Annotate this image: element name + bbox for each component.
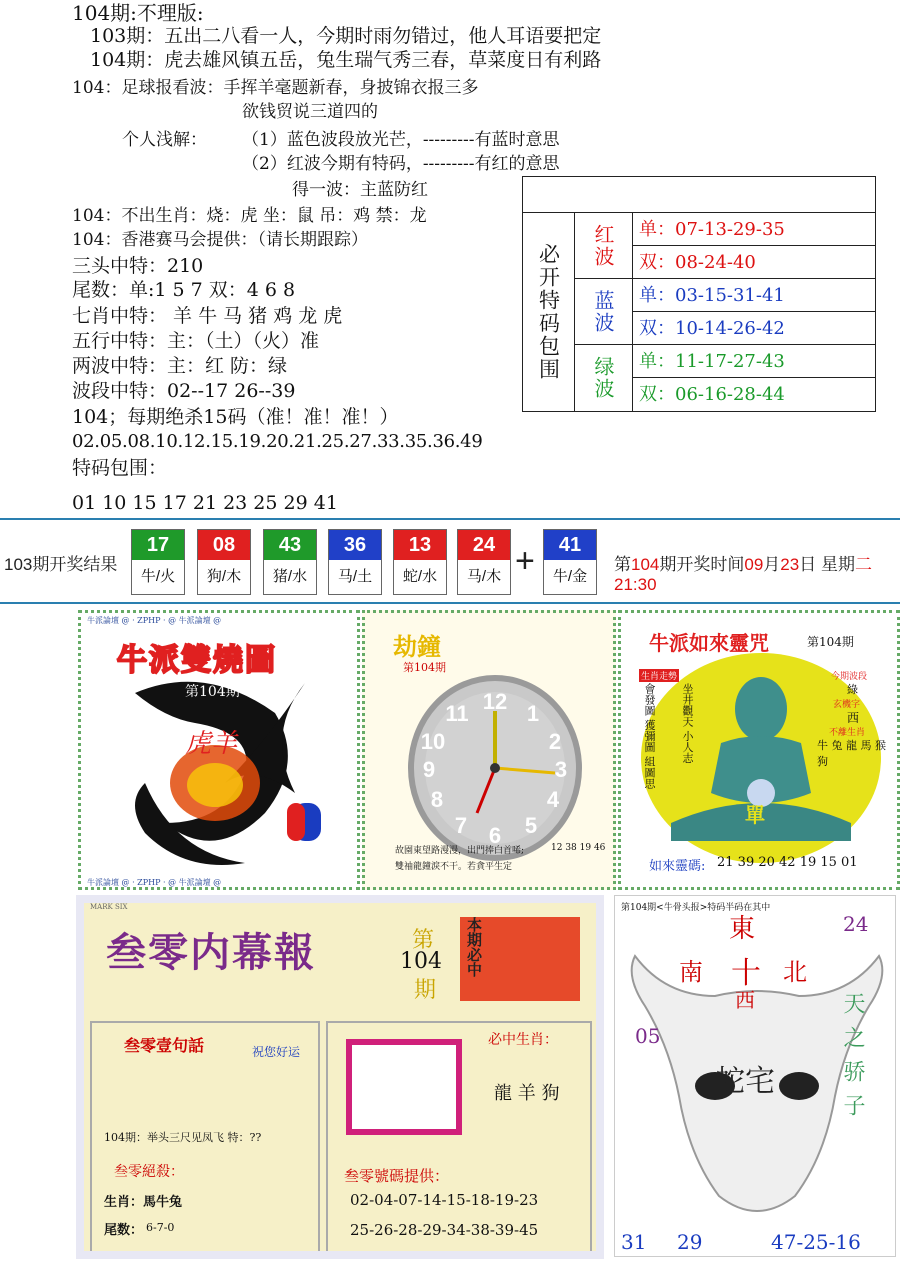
blue-wave-group bbox=[575, 279, 875, 345]
draw-result-bar bbox=[0, 518, 900, 604]
ball-number: 24 bbox=[458, 530, 510, 560]
green-wave-label: 绿波 bbox=[591, 356, 615, 400]
left-head: 生肖走勢 bbox=[639, 669, 679, 682]
svg-text:6: 6 bbox=[488, 823, 502, 848]
interp-2: （2）红波今期有特码，---------有红的意思 bbox=[242, 154, 560, 174]
seven-zodiac: 七肖中特： 羊 牛 马 猪 鸡 龙 虎 bbox=[72, 305, 343, 327]
tail-label: 尾数： bbox=[104, 1223, 144, 1238]
clock-line-1: 故園東望路漫漫，出門捧白首唏; bbox=[395, 846, 525, 856]
ball-zodiac: 蛇/水 bbox=[402, 568, 438, 585]
group-name bbox=[575, 279, 633, 345]
svg-text:7: 7 bbox=[454, 813, 468, 838]
blue-wave-label: 蓝波 bbox=[591, 290, 615, 334]
draw-day-unit: 日 星期 bbox=[799, 555, 855, 574]
right-zodiac: 牛 兔 龍 馬 猴 狗 bbox=[817, 739, 886, 768]
plus-sign: + bbox=[515, 542, 535, 580]
clock-face bbox=[405, 663, 585, 863]
red-wave-label: 红波 bbox=[591, 224, 615, 268]
draw-weekday: 二 bbox=[854, 555, 872, 574]
result-ball-6 bbox=[457, 529, 511, 595]
fire-panel bbox=[78, 610, 360, 890]
group-name bbox=[575, 213, 633, 279]
must-label: 本期必中 bbox=[465, 917, 483, 977]
dir-dong: 東 bbox=[729, 914, 756, 944]
issue-di: 第 bbox=[412, 928, 435, 953]
ball-number: 08 bbox=[198, 530, 250, 560]
side-chars: 天之骄子 bbox=[840, 992, 865, 1128]
clock-period: 第104期 bbox=[403, 661, 446, 674]
three-head: 三头中特：210 bbox=[72, 255, 204, 277]
paper-panel bbox=[76, 895, 604, 1259]
fire-chars: 虎羊 bbox=[185, 729, 238, 759]
green-single-row: 单：11-17-27-43 bbox=[633, 345, 875, 378]
right-char: 西 bbox=[847, 711, 860, 725]
svg-text:12: 12 bbox=[482, 689, 508, 714]
football-tip: 104：足球报看波：手挥羊毫题新春，身披锦衣报三多 bbox=[72, 78, 479, 98]
result-ball-1 bbox=[131, 529, 185, 595]
blue-double-row: 双：10-14-26-42 bbox=[639, 318, 785, 339]
clock-panel bbox=[362, 610, 616, 890]
ball-zodiac: 马/土 bbox=[337, 568, 373, 585]
side-label-text: 必开特码包围 bbox=[536, 243, 561, 381]
skull-panel bbox=[614, 895, 896, 1257]
watermark-bottom: 牛派論壇 @ · ZPHP · @ 牛派論壇 @ bbox=[87, 878, 222, 887]
fire-swirl-graphic bbox=[105, 673, 335, 873]
ball-zodiac: 牛/金 bbox=[552, 568, 588, 585]
svg-text:10: 10 bbox=[420, 729, 446, 754]
buddha-panel bbox=[618, 610, 900, 890]
svg-text:11: 11 bbox=[445, 701, 469, 726]
right-head-2: 玄機字 bbox=[833, 700, 861, 710]
svg-text:2: 2 bbox=[548, 729, 562, 754]
skull-caption: 第104期<牛骨头报>特码半码在其中 bbox=[621, 903, 771, 913]
poem-104: 104期：虎去雄风镇五岳，兔生瑞气秀三春，草菜度日有利路 bbox=[90, 49, 602, 71]
ball-zodiac: 马/木 bbox=[466, 568, 502, 585]
special-ball bbox=[543, 529, 597, 595]
five-elements: 五行中特：主：（土）（火）准 bbox=[72, 330, 320, 352]
dir-cross: 十 bbox=[731, 956, 761, 991]
poem-103: 103期：五出二八看一人，今期时雨勿错过，他人耳语要把定 bbox=[90, 25, 602, 47]
num-24: 24 bbox=[843, 912, 869, 936]
clock-nums: 12 38 19 46 bbox=[551, 843, 606, 853]
fire-title: 牛派雙燒圖 bbox=[117, 643, 277, 678]
green-double-row: 双：06-16-28-44 bbox=[639, 384, 785, 405]
left-cols: 會發圖 獲彌圖 組圖思 bbox=[643, 683, 656, 789]
bottom-31: 31 bbox=[621, 1230, 647, 1254]
interp-1: （1）蓝色波段放光芒，---------有蓝时意思 bbox=[242, 130, 560, 150]
dir-xi: 西 bbox=[735, 988, 755, 1012]
not-zodiac: 104：不出生肖：烧：虎 坐：鼠 吊：鸡 禁：龙 bbox=[72, 206, 427, 226]
two-waves: 两波中特：主：红 防：绿 bbox=[72, 355, 288, 377]
football-tip-2: 欲钱贸说三道四的 bbox=[242, 102, 378, 122]
red-double-row: 双：08-24-40 bbox=[639, 252, 756, 273]
ball-zodiac: 猪/水 bbox=[272, 568, 308, 585]
buddha-period: 第104期 bbox=[807, 635, 854, 649]
paper-banner-top: MARK SIX bbox=[90, 903, 128, 911]
svg-text:1: 1 bbox=[526, 701, 540, 726]
code-label: 如來靈碼: bbox=[649, 859, 706, 874]
issue-qi: 期 bbox=[414, 978, 437, 1003]
result-ball-3 bbox=[263, 529, 317, 595]
right-head: 今期波段 bbox=[831, 672, 868, 682]
clock-line-2: 雙袖龍鐘淚不干。若貪平生定 bbox=[395, 862, 513, 872]
draw-period: 104 bbox=[631, 555, 660, 574]
red-wave-group bbox=[575, 213, 875, 279]
result-ball-5 bbox=[393, 529, 447, 595]
red-single-row: 单：07-13-29-35 bbox=[633, 213, 875, 246]
dir-nan: 南 bbox=[679, 958, 703, 986]
right-wave: 綠 bbox=[847, 683, 858, 696]
blue-single-row: 单：03-15-31-41 bbox=[633, 279, 875, 312]
draw-day: 23 bbox=[780, 555, 800, 574]
draw-prefix: 第 bbox=[614, 555, 631, 574]
draw-time: 21:30 bbox=[614, 575, 657, 594]
personal-label: 个人浅解： bbox=[122, 130, 207, 150]
wave-range: 波段中特：02--17 26--39 bbox=[72, 380, 296, 402]
special-code-table bbox=[522, 176, 876, 412]
svg-text:3: 3 bbox=[554, 757, 568, 782]
wish: 祝您好运 bbox=[252, 1045, 301, 1059]
result-ball-4 bbox=[328, 529, 382, 595]
fire-period: 第104期 bbox=[185, 684, 240, 700]
code-nums: 21 39 20 42 19 15 01 bbox=[717, 855, 858, 870]
kill15-title: 104；每期绝杀15码（准！准！准！） bbox=[72, 406, 399, 428]
must-zodiac-title: 必中生肖： bbox=[488, 1032, 558, 1048]
mid-cols: 坐井觀天 小人志 bbox=[681, 683, 694, 764]
get-one-wave: 得一波：主蓝防红 bbox=[292, 180, 428, 200]
issue-num: 104 bbox=[400, 949, 442, 974]
right-head-3: 不離生肖 bbox=[829, 728, 866, 738]
group-name bbox=[575, 345, 633, 411]
provide-nums-1: 02-04-07-14-15-18-19-23 bbox=[350, 1191, 539, 1209]
bottom-29: 29 bbox=[677, 1230, 703, 1254]
ball-number: 36 bbox=[329, 530, 381, 560]
draw-month: 09 bbox=[744, 555, 764, 574]
table-header bbox=[523, 177, 875, 213]
single-badge: 單 bbox=[745, 803, 765, 827]
paper-title: 叁零内幕報 bbox=[106, 929, 316, 976]
tail-nums: 尾数：单:1 5 7 双：4 6 8 bbox=[72, 279, 296, 301]
zodiac-label: 生肖：馬牛兔 bbox=[104, 1195, 183, 1210]
bottom-472516: 47-25-16 bbox=[771, 1230, 861, 1254]
result-ball-2 bbox=[197, 529, 251, 595]
next-draw-time bbox=[614, 550, 900, 595]
ball-zodiac: 牛/火 bbox=[140, 568, 176, 585]
green-wave-group bbox=[575, 345, 875, 411]
ball-number: 41 bbox=[544, 530, 596, 560]
svg-text:5: 5 bbox=[524, 813, 538, 838]
svg-text:4: 4 bbox=[546, 787, 560, 812]
buddha-title: 牛派如來靈咒 bbox=[649, 631, 769, 655]
draw-month-unit: 月 bbox=[763, 555, 781, 574]
ball-zodiac: 狗/木 bbox=[206, 568, 242, 585]
page-title: 104期:不理版: bbox=[72, 1, 204, 25]
ball-number: 43 bbox=[264, 530, 316, 560]
provide-title: 叁零號碼提供： bbox=[344, 1167, 450, 1185]
dir-bei: 北 bbox=[783, 958, 807, 986]
svg-text:8: 8 bbox=[430, 787, 444, 812]
ball-number: 13 bbox=[394, 530, 446, 560]
num-05: 05 bbox=[635, 1024, 661, 1048]
photo-frame bbox=[346, 1039, 462, 1135]
kill15-nums: 02.05.08.10.12.15.19.20.21.25.27.33.35.36.49 bbox=[72, 431, 483, 452]
table-side-label bbox=[523, 213, 575, 411]
center-chars: 蛇宅 bbox=[715, 1064, 775, 1099]
tail-value: 6-7-0 bbox=[146, 1221, 175, 1234]
provide-nums-2: 25-26-28-29-34-38-39-45 bbox=[350, 1221, 539, 1239]
clock-title: 劫鐘 bbox=[393, 632, 441, 661]
special-nums: 01 10 15 17 21 23 25 29 41 bbox=[72, 492, 338, 514]
special-label: 特码包围： bbox=[72, 457, 168, 479]
draw-mid: 期开奖时间 bbox=[659, 555, 745, 574]
svg-text:9: 9 bbox=[422, 757, 436, 782]
must-zodiac: 龍 羊 狗 bbox=[494, 1083, 560, 1104]
hk-jockey: 104：香港赛马会提供：（请长期跟踪） bbox=[72, 230, 368, 250]
sentence-line: 104期：举头三尺见凤飞 特：?? bbox=[104, 1131, 262, 1144]
watermark-top: 牛派論壇 @ · ZPHP · @ 牛派論壇 @ bbox=[87, 616, 222, 625]
result-label: 103期开奖结果 bbox=[4, 555, 118, 574]
sentence-title: 叁零壹句話 bbox=[124, 1036, 205, 1055]
ball-number: 17 bbox=[132, 530, 184, 560]
kill-title: 叁零絕殺： bbox=[114, 1164, 184, 1180]
